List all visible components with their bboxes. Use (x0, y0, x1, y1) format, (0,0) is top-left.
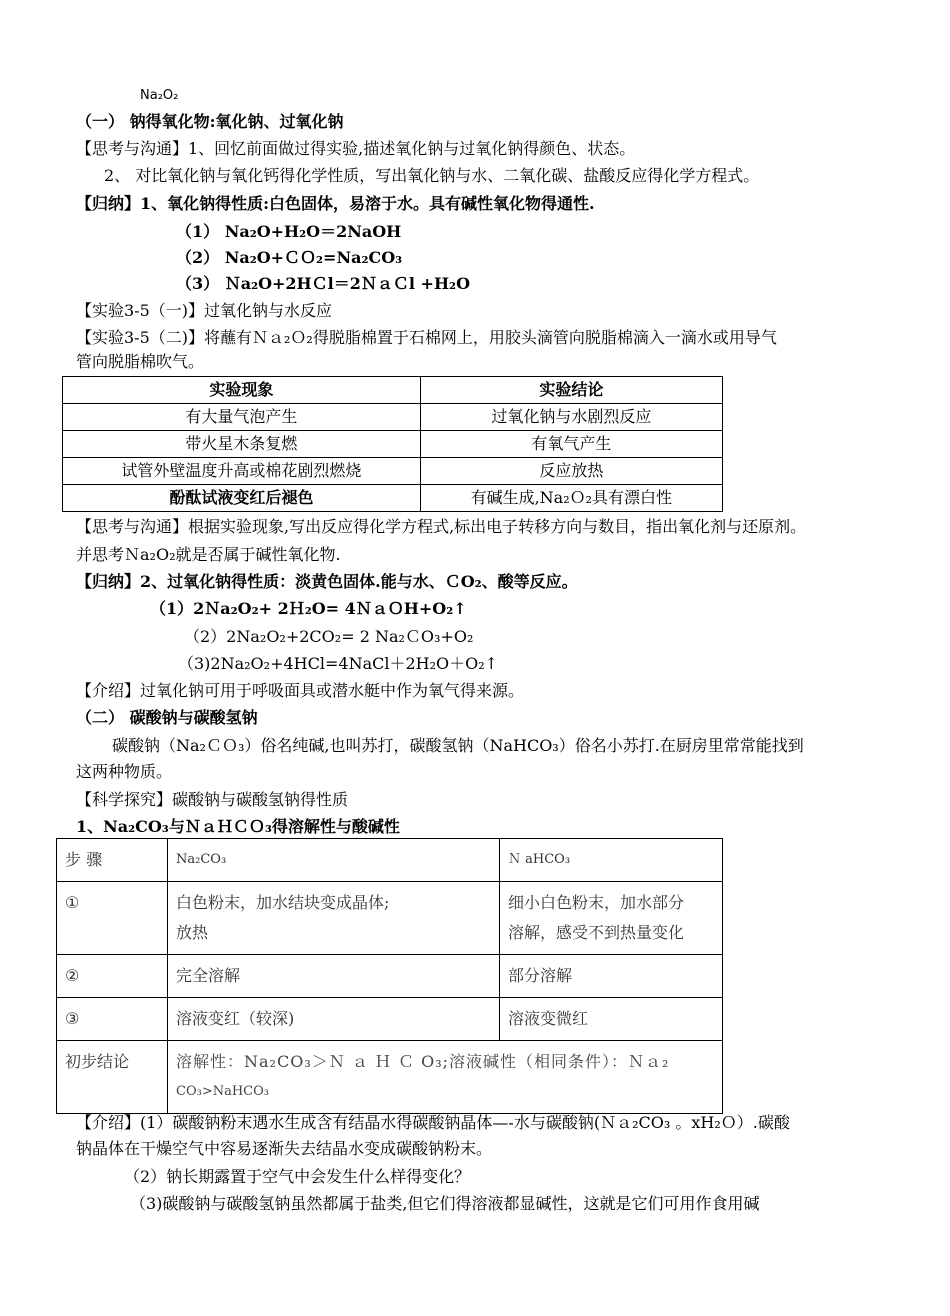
table-row (57, 955, 723, 998)
table-header-conclusion: 实验结论 (420, 377, 722, 404)
table-header-nahco3: Ｎ aHCO₃ (500, 839, 723, 882)
item-1-title: 1、Na₂CO₃与ＮａＨＣＯ₃得溶解性与酸碱性 (76, 817, 400, 836)
table-cell: 有氧气产生 (420, 431, 722, 458)
induct-2: 【归纳】2、过氧化钠得性质：淡黄色固体.能与水、ＣO₂、酸等反应。 (76, 572, 578, 591)
table-cell: 有碱生成,Na₂Ｏ₂具有漂白性 (420, 485, 722, 512)
cell-line: 溶解，感受不到热量变化 (508, 923, 685, 942)
table-header-step: 步 骤 (57, 839, 168, 882)
equation-6: （3)2Na₂O₂+4HCl=4NaCl＋2H₂O＋O₂↑ (178, 654, 499, 673)
table-row (63, 458, 723, 485)
table-cell: 过氧化钠与水剧烈反应 (420, 404, 722, 431)
table-row (57, 998, 723, 1041)
cell-line: 放热 (176, 923, 209, 942)
experiment-2-line-2: 管向脱脂棉吹气。 (76, 352, 205, 371)
table-cell-step: ③ (57, 998, 168, 1041)
experiment-table (62, 376, 723, 512)
table-cell-conclusion (168, 1041, 723, 1114)
table-cell: 试管外壁温度升高或棉花剧烈燃烧 (63, 458, 421, 485)
equation-1: （1） Na₂O+H₂O＝2NaOH (176, 222, 402, 241)
table-row (63, 431, 723, 458)
table-cell: 溶液变微红 (500, 998, 723, 1041)
equation-5: （2）2Na₂O₂+2CO₂= 2 Na₂ＣO₃+O₂ (184, 627, 474, 646)
conclusion-line-2: CO₃>NaHCO₃ (176, 1084, 269, 1099)
think-3-line-1: 【思考与沟通】根据实验现象,写出反应得化学方程式,标出电子转移方向与数目，指出氧化剂与还原剂。 (76, 517, 807, 536)
section-2-title: （二） 碳酸钠与碳酸氢钠 (76, 708, 258, 727)
table-cell: 酚酞试液变红后褪色 (63, 485, 421, 512)
top-label: Na₂O₂ (140, 88, 179, 103)
intro-1: 【介绍】过氧化钠可用于呼吸面具或潜水艇中作为氧气得来源。 (76, 681, 525, 700)
equation-4: （1）2Ｎa₂O₂+ 2Ｈ₂O= 4ＮａＯH+O₂↑ (150, 599, 467, 618)
equation-3: （3） Ｎa₂O+2HＣl＝2ＮａＣl +H₂O (176, 274, 471, 293)
think-2: 2、 对比氧化钠与氧化钙得化学性质，写出氧化钠与水、二氧化碳、盐酸反应得化学方程式。 (104, 166, 760, 185)
paragraph-1-line-1: 碳酸钠（Na₂ＣＯ₃）俗名纯碱,也叫苏打，碳酸氢钠（NaHCO₃）俗名小苏打.在厨房里常常能找到 (112, 736, 804, 755)
table-row (63, 485, 723, 512)
intro-2-line-2: 钠晶体在干燥空气中容易逐渐失去结晶水变成碳酸钠粉末。 (76, 1139, 493, 1158)
science-inquiry: 【科学探究】碳酸钠与碳酸氢钠得性质 (76, 790, 349, 809)
table-cell: 反应放热 (420, 458, 722, 485)
table-cell: 带火星木条复燃 (63, 431, 421, 458)
table-header-row (63, 377, 723, 404)
intro-2-line-4: （3)碳酸钠与碳酸氢钠虽然都属于盐类,但它们得溶液都显碱性，这就是它们可用作食用碱 (130, 1194, 760, 1213)
table-cell-conclusion-label: 初步结论 (57, 1041, 168, 1114)
table-cell: 溶液变红（较深) (168, 998, 500, 1041)
experiment-2-line-1: 【实验3-5（二)】将蘸有Ｎａ₂Ｏ₂得脱脂棉置于石棉网上，用胶头滴管向脱脂棉滴入一滴水或用导气 (76, 328, 777, 347)
equation-2: （2） Na₂O+ＣＯ₂=Na₂CO₃ (176, 248, 403, 267)
induct-1: 【归纳】1、氧化钠得性质:白色固体，易溶于水。具有碱性氧化物得通性. (76, 194, 595, 213)
paragraph-1-line-2: 这两种物质。 (76, 762, 173, 781)
experiment-1: 【实验3-5（一)】过氧化钠与水反应 (76, 301, 333, 320)
table-cell: 有大量气泡产生 (63, 404, 421, 431)
table-header-phenomenon: 实验现象 (63, 377, 421, 404)
section-1-title: （一） 钠得氧化物:氧化钠、过氧化钠 (76, 112, 344, 131)
table-cell (500, 882, 723, 955)
intro-2-line-1: 【介绍】(1）碳酸钠粉末遇水生成含有结晶水得碳酸钠晶体—-水与碳酸钠(Ｎａ₂CO₃ 。xH₂Ｏ）.碳酸 (76, 1113, 790, 1132)
table-cell (168, 882, 500, 955)
intro-2-line-3: （2）钠长期露置于空气中会发生什么样得变化？ (124, 1167, 471, 1186)
conclusion-line-1: 溶解性：Na₂CO₃＞Ｎ ａ Ｈ Ｃ O₃;溶液碱性（相同条件）：Ｎａ₂ (176, 1052, 670, 1071)
table-row (57, 882, 723, 955)
table-cell-step: ① (57, 882, 168, 955)
table-header-row (57, 839, 723, 882)
cell-line: 细小白色粉末，加水部分 (508, 893, 685, 912)
table-cell-step: ② (57, 955, 168, 998)
table-header-na2co3: Na₂CO₃ (168, 839, 500, 882)
cell-line: 白色粉末，加水结块变成晶体; (176, 893, 390, 912)
think-1: 【思考与沟通】1、回忆前面做过得实验,描述氧化钠与过氧化钠得颜色、状态。 (76, 139, 636, 158)
table-row (63, 404, 723, 431)
carbonate-table (56, 838, 723, 1114)
table-cell: 部分溶解 (500, 955, 723, 998)
table-row-conclusion (57, 1041, 723, 1114)
think-3-line-2: 并思考Ｎa₂O₂就是否属于碱性氧化物. (76, 545, 341, 564)
table-cell: 完全溶解 (168, 955, 500, 998)
